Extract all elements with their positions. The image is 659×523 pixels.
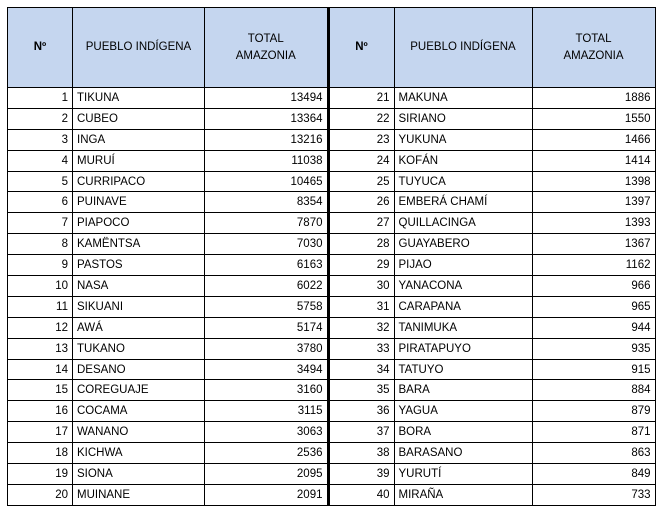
pueblo-name: PIJAO [394, 255, 532, 276]
pueblo-name: GUAYABERO [394, 234, 532, 255]
table-row [8, 171, 328, 192]
total-amazonia: 6163 [205, 255, 328, 276]
total-amazonia: 3063 [205, 422, 328, 443]
table-row [8, 422, 328, 443]
pueblo-name: DESANO [73, 359, 205, 380]
row-number: 26 [329, 192, 394, 213]
row-number: 24 [329, 150, 394, 171]
row-number: 6 [8, 192, 73, 213]
row-number: 17 [8, 422, 73, 443]
pueblo-name: CURRIPACO [73, 171, 205, 192]
table-row [8, 108, 328, 129]
pueblo-name: TANIMUKA [394, 317, 532, 338]
pueblo-name: SIRIANO [394, 108, 532, 129]
table-row [8, 464, 328, 485]
row-number: 10 [8, 276, 73, 297]
total-amazonia: 7870 [205, 213, 328, 234]
row-number: 22 [329, 108, 394, 129]
table-row [8, 401, 328, 422]
table-row [329, 296, 655, 317]
row-number: 35 [329, 380, 394, 401]
row-number: 14 [8, 359, 73, 380]
total-amazonia: 3115 [205, 401, 328, 422]
total-amazonia: 13216 [205, 129, 328, 150]
table-row [329, 150, 655, 171]
row-number: 15 [8, 380, 73, 401]
total-amazonia: 8354 [205, 192, 328, 213]
row-number: 28 [329, 234, 394, 255]
table-row [8, 484, 328, 505]
total-amazonia: 1393 [532, 213, 655, 234]
table-row [8, 255, 328, 276]
header-total-line2: AMAZONIA [563, 49, 624, 62]
pueblo-name: MUINANE [73, 484, 205, 505]
row-number: 9 [8, 255, 73, 276]
table-row [329, 484, 655, 505]
row-number: 19 [8, 464, 73, 485]
row-number: 25 [329, 171, 394, 192]
total-amazonia: 884 [532, 380, 655, 401]
row-number: 39 [329, 464, 394, 485]
pueblo-name: BORA [394, 422, 532, 443]
header-num: Nº [329, 8, 394, 88]
total-amazonia: 2095 [205, 464, 328, 485]
row-number: 29 [329, 255, 394, 276]
total-amazonia: 879 [532, 401, 655, 422]
row-number: 34 [329, 359, 394, 380]
population-table [7, 7, 656, 506]
header-row [8, 8, 328, 88]
table-right [329, 7, 656, 506]
table-row [329, 317, 655, 338]
pueblo-name: COREGUAJE [73, 380, 205, 401]
row-number: 40 [329, 484, 394, 505]
pueblo-name: KICHWA [73, 443, 205, 464]
row-number: 23 [329, 129, 394, 150]
total-amazonia: 935 [532, 338, 655, 359]
total-amazonia: 6022 [205, 276, 328, 297]
pueblo-name: INGA [73, 129, 205, 150]
table-row [8, 129, 328, 150]
pueblo-name: PIRATAPUYO [394, 338, 532, 359]
table-left [7, 7, 329, 506]
row-number: 1 [8, 88, 73, 109]
table-row [8, 317, 328, 338]
row-number: 32 [329, 317, 394, 338]
header-pueblo: PUEBLO INDÍGENA [73, 8, 205, 88]
total-amazonia: 965 [532, 296, 655, 317]
pueblo-name: PASTOS [73, 255, 205, 276]
row-number: 11 [8, 296, 73, 317]
table-row [8, 234, 328, 255]
table-row [329, 88, 655, 109]
header-total [532, 8, 655, 88]
total-amazonia: 5758 [205, 296, 328, 317]
row-number: 2 [8, 108, 73, 129]
table-row [8, 359, 328, 380]
row-number: 3 [8, 129, 73, 150]
row-number: 5 [8, 171, 73, 192]
pueblo-name: MIRAÑA [394, 484, 532, 505]
table-row [329, 129, 655, 150]
total-amazonia: 10465 [205, 171, 328, 192]
row-number: 20 [8, 484, 73, 505]
pueblo-name: TATUYO [394, 359, 532, 380]
header-total-line1: TOTAL [575, 32, 612, 45]
total-amazonia: 1162 [532, 255, 655, 276]
total-amazonia: 849 [532, 464, 655, 485]
row-number: 31 [329, 296, 394, 317]
pueblo-name: AWÁ [73, 317, 205, 338]
table-row [329, 213, 655, 234]
row-number: 21 [329, 88, 394, 109]
total-amazonia: 3160 [205, 380, 328, 401]
pueblo-name: KOFÁN [394, 150, 532, 171]
total-amazonia: 1414 [532, 150, 655, 171]
pueblo-name: TUYUCA [394, 171, 532, 192]
total-amazonia: 871 [532, 422, 655, 443]
total-amazonia: 1886 [532, 88, 655, 109]
table-row [8, 88, 328, 109]
row-number: 13 [8, 338, 73, 359]
header-total [205, 8, 328, 88]
total-amazonia: 966 [532, 276, 655, 297]
table-row [8, 338, 328, 359]
total-amazonia: 1367 [532, 234, 655, 255]
table-row [329, 108, 655, 129]
total-amazonia: 1550 [532, 108, 655, 129]
total-amazonia: 3780 [205, 338, 328, 359]
total-amazonia: 3494 [205, 359, 328, 380]
total-amazonia: 2091 [205, 484, 328, 505]
pueblo-name: QUILLACINGA [394, 213, 532, 234]
pueblo-name: KAMËNTSA [73, 234, 205, 255]
pueblo-name: CARAPANA [394, 296, 532, 317]
total-amazonia: 11038 [205, 150, 328, 171]
total-amazonia: 7030 [205, 234, 328, 255]
row-number: 38 [329, 443, 394, 464]
pueblo-name: MURUÍ [73, 150, 205, 171]
table-row [329, 171, 655, 192]
table-row [329, 422, 655, 443]
pueblo-name: MAKUNA [394, 88, 532, 109]
table-row [329, 338, 655, 359]
pueblo-name: EMBERÁ CHAMÍ [394, 192, 532, 213]
pueblo-name: CUBEO [73, 108, 205, 129]
pueblo-name: WANANO [73, 422, 205, 443]
pueblo-name: COCAMA [73, 401, 205, 422]
total-amazonia: 1397 [532, 192, 655, 213]
header-pueblo: PUEBLO INDÍGENA [394, 8, 532, 88]
pueblo-name: YANACONA [394, 276, 532, 297]
row-number: 7 [8, 213, 73, 234]
row-number: 33 [329, 338, 394, 359]
table-row [8, 276, 328, 297]
total-amazonia: 1466 [532, 129, 655, 150]
table-row [8, 380, 328, 401]
total-amazonia: 863 [532, 443, 655, 464]
row-number: 30 [329, 276, 394, 297]
table-row [329, 359, 655, 380]
table-row [8, 213, 328, 234]
row-number: 37 [329, 422, 394, 443]
pueblo-name: PUINAVE [73, 192, 205, 213]
pueblo-name: TIKUNA [73, 88, 205, 109]
row-number: 18 [8, 443, 73, 464]
pueblo-name: BARASANO [394, 443, 532, 464]
header-total-line2: AMAZONIA [235, 49, 296, 62]
table-row [329, 443, 655, 464]
pueblo-name: SIKUANI [73, 296, 205, 317]
table-row [329, 464, 655, 485]
row-number: 36 [329, 401, 394, 422]
header-total-line1: TOTAL [247, 32, 284, 45]
total-amazonia: 944 [532, 317, 655, 338]
header-row [329, 8, 655, 88]
table-row [8, 192, 328, 213]
table-row [8, 296, 328, 317]
table-row [8, 443, 328, 464]
table-row [329, 401, 655, 422]
table-row [329, 192, 655, 213]
pueblo-name: NASA [73, 276, 205, 297]
row-number: 27 [329, 213, 394, 234]
total-amazonia: 13494 [205, 88, 328, 109]
total-amazonia: 5174 [205, 317, 328, 338]
row-number: 4 [8, 150, 73, 171]
pueblo-name: YAGUA [394, 401, 532, 422]
pueblo-name: PIAPOCO [73, 213, 205, 234]
row-number: 16 [8, 401, 73, 422]
row-number: 8 [8, 234, 73, 255]
pueblo-name: YUKUNA [394, 129, 532, 150]
pueblo-name: TUKANO [73, 338, 205, 359]
total-amazonia: 13364 [205, 108, 328, 129]
pueblo-name: YURUTÍ [394, 464, 532, 485]
table-row [329, 276, 655, 297]
table-row [8, 150, 328, 171]
header-num: Nº [8, 8, 73, 88]
table-row [329, 380, 655, 401]
total-amazonia: 915 [532, 359, 655, 380]
total-amazonia: 2536 [205, 443, 328, 464]
pueblo-name: BARA [394, 380, 532, 401]
table-row [329, 234, 655, 255]
row-number: 12 [8, 317, 73, 338]
total-amazonia: 1398 [532, 171, 655, 192]
pueblo-name: SIONA [73, 464, 205, 485]
total-amazonia: 733 [532, 484, 655, 505]
table-row [329, 255, 655, 276]
